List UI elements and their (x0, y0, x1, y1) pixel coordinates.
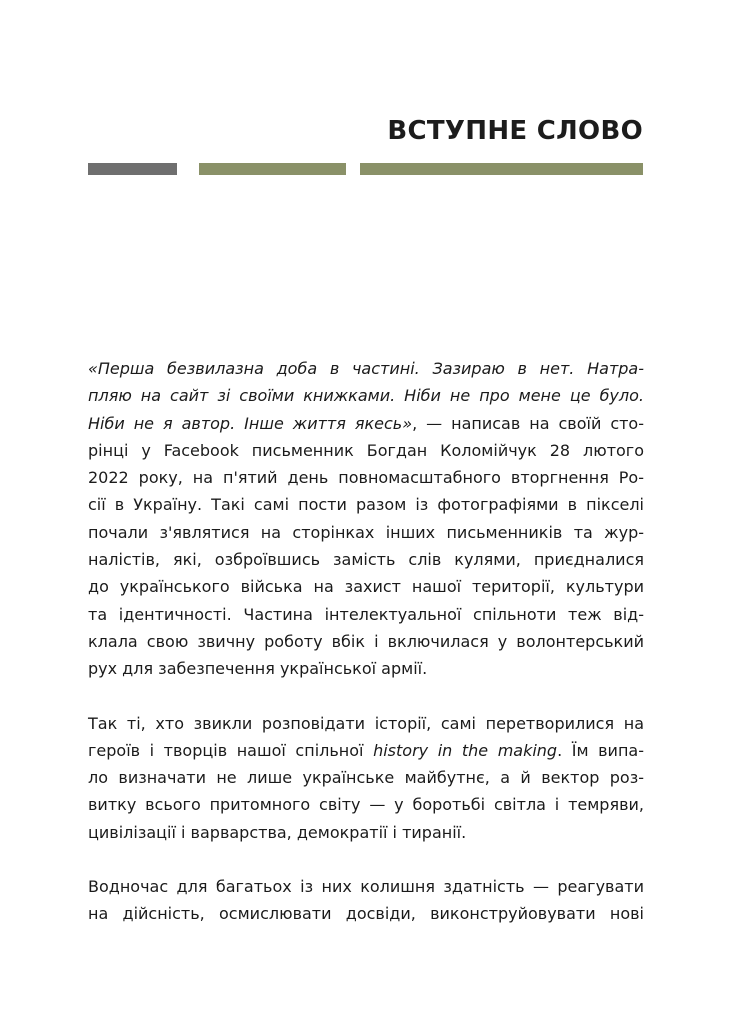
italic-text: «Перша безвилазна доба в частині. Зазираю в нет. Натра- (88, 359, 644, 378)
text-line (88, 546, 644, 573)
italic-text: пляю на сайт зі своїми книжками. Ніби не про мене це було. (88, 386, 644, 406)
text-line (88, 737, 644, 764)
decorative-bar-gray (88, 163, 177, 175)
text-segment: . Їм випа- (557, 740, 644, 760)
text-segment: та ідентичності. Частина інтелектуальної спільноти теж від- (88, 604, 644, 624)
text-line (88, 573, 644, 600)
text-segment: сії в Україну. Такі самі пости разом із фотографіями в пікселі (88, 495, 644, 515)
text-line (88, 710, 644, 737)
text-segment: ло визначати не лише українське майбутнє, а й вектор роз- (88, 768, 644, 788)
text-line (88, 410, 644, 437)
decorative-bar-olive-long (360, 163, 643, 175)
text-segment: героїв і творців нашої спільної (88, 740, 374, 760)
decorative-bars (0, 163, 742, 175)
text-line (88, 355, 644, 382)
text-segment: рінці у Facebook письменник Богдан Коломійчук 28 лютого (88, 440, 644, 460)
text-line (88, 437, 644, 464)
italic-text: Ніби не я автор. Інше життя якесь» (88, 413, 413, 433)
paragraph-gap (88, 683, 644, 710)
text-segment: клала свою звичну роботу вбік і включилася у волонтерський (88, 631, 644, 651)
paragraph-gap (88, 846, 644, 873)
text-segment: Водночас для багатьох із них колишня здатність — реагувати (88, 877, 644, 897)
text-segment: витку всього притомного світу — у боротьбі світла і темряви, (88, 795, 644, 815)
text-segment: 2022 року, на п'ятий день повномасштабного вторгнення Ро- (88, 468, 644, 488)
text-line (88, 900, 644, 927)
decorative-bar-olive-short (199, 163, 346, 175)
body-text (88, 355, 644, 928)
text-segment: до українського війська на захист нашої території, культури (88, 577, 644, 597)
text-line (88, 628, 644, 655)
text-line (88, 819, 644, 846)
text-line (88, 464, 644, 491)
text-segment: налістів, які, озброївшись замість слів кулями, приєдналися (88, 550, 644, 570)
text-segment: цивілізації і варварства, демократії і тиранії. (88, 822, 467, 842)
text-segment: рух для забезпечення української армії. (88, 659, 428, 679)
text-segment: почали з'являтися на сторінках інших письменників та жур- (88, 522, 644, 542)
italic-text: history in the making (373, 740, 558, 760)
text-line (88, 764, 644, 791)
paragraph (88, 355, 644, 683)
text-line (88, 873, 644, 900)
text-line (88, 519, 644, 546)
text-line (88, 791, 644, 818)
text-line (88, 491, 644, 518)
text-segment: на дійсність, осмислювати досвіди, виконструйовувати нові (88, 904, 644, 924)
paragraph (88, 710, 644, 846)
text-line (88, 655, 644, 682)
text-segment: Так ті, хто звикли розповідати історії, самі перетворилися на (88, 713, 644, 733)
text-line (88, 382, 644, 409)
text-segment: , — написав на своїй сто- (412, 413, 644, 433)
paragraph (88, 873, 644, 928)
page-title: ВСТУПНЕ СЛОВО (387, 116, 643, 146)
text-line (88, 601, 644, 628)
